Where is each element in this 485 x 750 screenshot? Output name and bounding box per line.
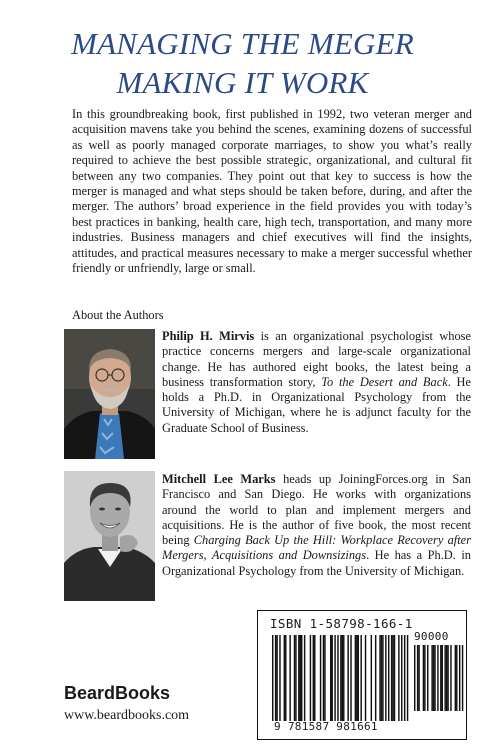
barcode-bar bbox=[391, 635, 392, 721]
barcode-bar bbox=[394, 635, 395, 721]
barcode-bar bbox=[285, 635, 286, 721]
barcode-bar bbox=[381, 635, 382, 721]
barcode-ean-number: 9 781587 981661 bbox=[274, 720, 378, 733]
author-book-title: Charging Back Up the Hill: Workplace Recovery after Mergers, Acquisitions and Downsizings bbox=[162, 533, 471, 563]
barcode-bar bbox=[440, 645, 441, 711]
isbn-barcode bbox=[257, 610, 467, 740]
barcode-bar bbox=[427, 645, 428, 711]
barcode-bar bbox=[272, 635, 273, 721]
barcode-bar bbox=[388, 635, 389, 721]
barcode-bar bbox=[444, 645, 445, 711]
author-bio-marks bbox=[162, 472, 471, 579]
author-photo-mirvis bbox=[64, 329, 155, 459]
barcode-bar bbox=[358, 635, 359, 721]
barcode-bar bbox=[324, 635, 325, 721]
barcode-bar bbox=[275, 635, 276, 721]
barcode-bar bbox=[313, 635, 314, 721]
barcode-bar bbox=[442, 645, 443, 711]
barcode-bar bbox=[379, 635, 380, 721]
barcode-bar bbox=[356, 635, 357, 721]
barcode-bar bbox=[431, 645, 432, 711]
barcode-bar bbox=[385, 635, 386, 721]
barcode-bar bbox=[342, 635, 343, 721]
barcode-bar bbox=[320, 635, 321, 721]
author-bio-text: . He has a Ph.D. in Organizational Psychology from the University of Michigan. bbox=[162, 548, 471, 578]
author-bio-text: . He holds a Ph.D. in Organizational Psychology from the University of Michigan, where he is adjunct faculty for the Graduate School of Business. bbox=[162, 374, 471, 435]
barcode-bar bbox=[301, 635, 302, 721]
barcode-bar bbox=[418, 645, 419, 711]
barcode-bar bbox=[417, 645, 418, 711]
barcode-bar bbox=[407, 635, 408, 721]
about-authors-heading: About the Authors bbox=[72, 308, 164, 322]
barcode-bar bbox=[330, 635, 331, 721]
barcode-bar bbox=[331, 635, 332, 721]
title-line-2: MAKING IT WORK bbox=[116, 65, 369, 100]
barcode-bar bbox=[375, 635, 376, 721]
barcode-bar bbox=[355, 635, 356, 721]
book-description: In this groundbreaking book, first published in 1992, two veteran merger and acquisition mavens take you behind the scenes, examining dozens of successful as well as poorly managed corporate marriages, to show you what’s really required to achieve the best possible strategic, organizational, and cultural fit between any two companies. They point out that key to success is how the merger is managed and what steps should be taken before, during, and after the merger. The authors’ broad experience in the field provides you with today’s best practices in banking, health care, high tech, transportation, and many more industries. Business managers and chief executives will find the insights, attitudes, and practical measures necessary to make a merger successful whether friendly or unfriendly, large or small. bbox=[72, 107, 472, 276]
barcode-bar bbox=[414, 645, 415, 711]
barcode-bar bbox=[382, 635, 383, 721]
barcode-bar bbox=[455, 645, 456, 711]
barcode-bar bbox=[298, 635, 299, 721]
barcode-bar bbox=[340, 635, 341, 721]
isbn-number: ISBN 1-58798-166-1 bbox=[270, 616, 413, 631]
barcode-bar bbox=[347, 635, 348, 721]
barcode-bar bbox=[437, 645, 438, 711]
barcode-bar bbox=[392, 635, 393, 721]
barcode-bar bbox=[289, 635, 290, 721]
author-bio-mirvis bbox=[162, 329, 471, 436]
author-bio-text: is an organizational psychologist whose practice concerns mergers and large-scale organizational change. He has authored eight books, the latest being a business transformation story, bbox=[162, 329, 471, 389]
barcode-bar bbox=[424, 645, 425, 711]
barcode-bar bbox=[401, 635, 402, 721]
barcode-bar bbox=[343, 635, 344, 721]
barcode-bar bbox=[279, 635, 280, 721]
barcode-price-code: 90000 bbox=[414, 630, 449, 643]
barcode-bar bbox=[284, 635, 285, 721]
barcode-bar bbox=[295, 635, 296, 721]
publisher-logo: BeardBooks bbox=[64, 683, 171, 703]
barcode-bar bbox=[456, 645, 457, 711]
barcode-bar bbox=[450, 645, 451, 711]
barcode-bar bbox=[371, 635, 372, 721]
author-bio-text: heads up JoiningForces.org in San Francisco and San Diego. He works with organizations around the world to plan and implement mergers and acquisitions. He is the author of five book, the most recent being bbox=[162, 472, 471, 548]
barcode-bar bbox=[323, 635, 324, 721]
barcode-bar bbox=[459, 645, 460, 711]
author-photo-marks bbox=[64, 471, 155, 601]
barcode-bar bbox=[434, 645, 435, 711]
barcode-bar bbox=[314, 635, 315, 721]
barcode-bar bbox=[350, 635, 351, 721]
barcode-bar bbox=[446, 645, 447, 711]
publisher-website[interactable]: www.beardbooks.com bbox=[64, 708, 190, 723]
author-name: Philip H. Mirvis bbox=[162, 329, 255, 343]
barcode-bar bbox=[447, 645, 448, 711]
barcode-bar bbox=[360, 635, 361, 721]
barcode-bar bbox=[398, 635, 399, 721]
title-line-1: MANAGING THE MEGER bbox=[71, 26, 414, 61]
barcode-bar bbox=[300, 635, 301, 721]
barcode-bar bbox=[310, 635, 311, 721]
barcode-bar bbox=[462, 645, 463, 711]
barcode-bar bbox=[304, 635, 305, 721]
author-name: Mitchell Lee Marks bbox=[162, 472, 276, 486]
barcode-bar bbox=[294, 635, 295, 721]
barcode-bar bbox=[276, 635, 277, 721]
barcode-bar bbox=[423, 645, 424, 711]
book-title bbox=[0, 24, 485, 102]
barcode-bar bbox=[433, 645, 434, 711]
author-book-title: To the Desert and Back bbox=[321, 374, 448, 389]
barcode-bar bbox=[365, 635, 366, 721]
barcode-bar bbox=[334, 635, 335, 721]
barcode-bar bbox=[404, 635, 405, 721]
barcode-bar bbox=[337, 635, 338, 721]
